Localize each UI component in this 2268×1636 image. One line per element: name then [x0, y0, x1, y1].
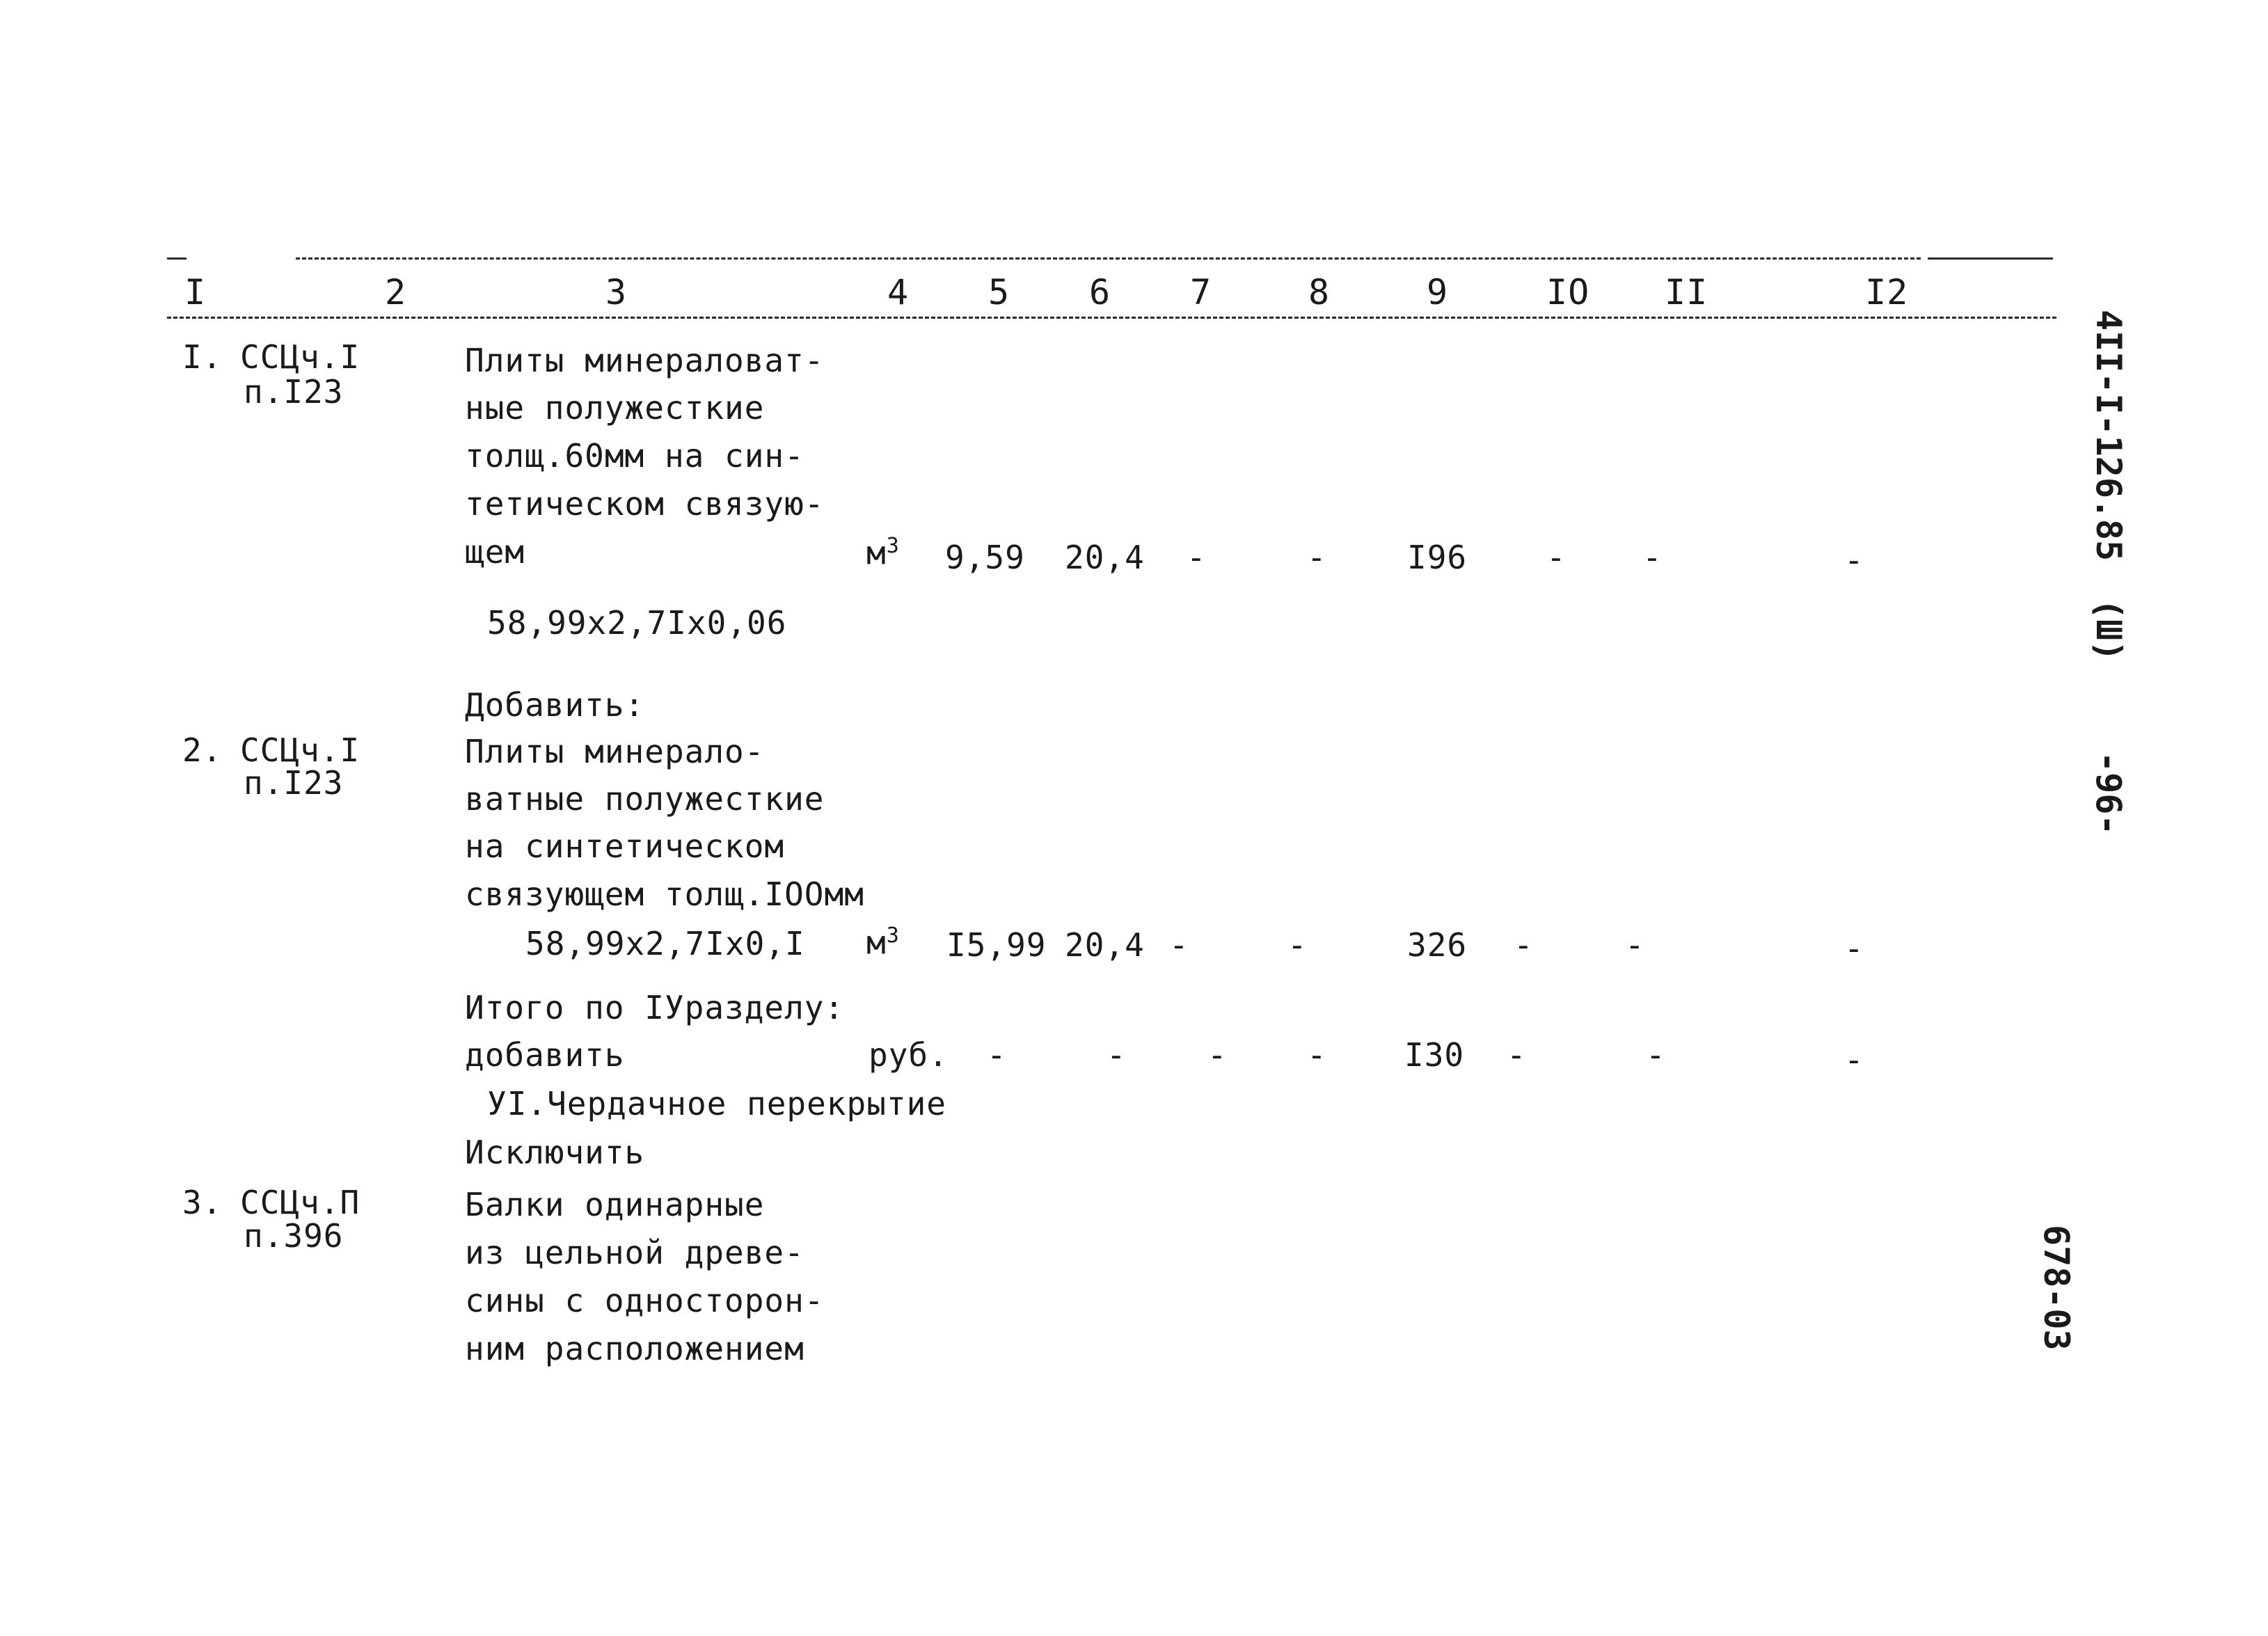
row-description: ним расположением: [465, 1330, 804, 1367]
col12-value: -: [1844, 541, 1864, 579]
row-source: ССЦч.П: [240, 1184, 360, 1221]
col-header-1: I: [184, 272, 207, 312]
total-label: Итого по IУразделу:: [465, 989, 845, 1026]
col11-value: -: [1625, 926, 1645, 964]
header-rule-top-right: [1928, 257, 2053, 260]
row-calculation: 58,99x2,7Ix0,I: [525, 925, 805, 962]
row-source-item: п.I23: [244, 764, 344, 802]
unit-superscript: 3: [886, 534, 900, 558]
section-title: УI.Чердачное перекрытие: [487, 1085, 946, 1122]
header-rule-top-left: [167, 257, 187, 260]
row-description: из цельной древе-: [465, 1234, 804, 1271]
page-number: -96-: [2088, 752, 2129, 836]
col-header-2: 2: [385, 272, 407, 312]
col8-value: -: [1307, 539, 1327, 576]
col-header-5: 5: [988, 272, 1010, 312]
total-unit: руб.: [869, 1036, 949, 1074]
col-header-3: 3: [605, 272, 628, 312]
unit-base: м: [866, 534, 887, 572]
row-description: Балки одинарные: [465, 1186, 765, 1223]
row-number: 3.: [182, 1184, 223, 1221]
col6-value: 20,4: [1065, 539, 1145, 576]
col-header-8: 8: [1308, 272, 1331, 312]
row-number: I.: [182, 338, 223, 376]
col9-value: 326: [1407, 926, 1468, 964]
col8-value: -: [1287, 926, 1308, 964]
header-rule-top: [296, 257, 1921, 260]
col7-value: -: [1207, 1036, 1228, 1074]
row-description: тетическом связую-: [465, 485, 825, 523]
row-source-item: п.I23: [244, 373, 344, 411]
col8-value: -: [1307, 1036, 1327, 1074]
col-header-4: 4: [887, 272, 910, 312]
col9-value: I96: [1407, 539, 1468, 576]
col11-value: -: [1646, 1036, 1666, 1074]
volume-mark: (Ш): [2088, 598, 2129, 662]
col-header-9: 9: [1427, 272, 1449, 312]
col10-value: -: [1514, 926, 1534, 964]
row-description: сины с односторон-: [465, 1282, 825, 1319]
row-description: связующем толщ.IOOмм: [465, 875, 864, 913]
doc-code: 4II-I-126.85: [2088, 310, 2129, 562]
col-header-7: 7: [1190, 272, 1212, 312]
row-unit: [866, 534, 900, 572]
col10-value: -: [1507, 1036, 1527, 1074]
col-header-11: II: [1665, 272, 1708, 312]
row-description: толщ.60мм на син-: [465, 437, 804, 475]
row-source: ССЦч.I: [240, 338, 360, 376]
col12-value: -: [1844, 930, 1864, 967]
row-description: ные полужесткие: [465, 389, 765, 427]
col12-value: -: [1844, 1041, 1864, 1079]
row-description: Плиты минераловат-: [465, 342, 825, 379]
col-header-6: 6: [1089, 272, 1111, 312]
unit-superscript: 3: [886, 923, 900, 948]
header-rule-bottom: [167, 317, 2056, 319]
row-calculation: 58,99x2,7Ix0,06: [487, 604, 787, 642]
col6-value: 20,4: [1065, 926, 1145, 964]
col11-value: -: [1642, 539, 1663, 576]
col5-value: I5,99: [946, 926, 1047, 964]
col-header-10: IO: [1546, 272, 1590, 312]
col5-value: -: [987, 1036, 1007, 1074]
col7-value: -: [1187, 539, 1207, 576]
row-description: Плиты минерало-: [465, 733, 765, 770]
col6-value: -: [1107, 1036, 1127, 1074]
col-header-12: I2: [1865, 272, 1909, 312]
row-unit: [866, 923, 900, 962]
row-source: ССЦч.I: [240, 731, 360, 769]
archive-stamp: 678-03: [2036, 1225, 2077, 1351]
col9-value: I30: [1404, 1036, 1465, 1074]
row-description: на синтетическом: [465, 827, 785, 865]
row-description: ватные полужесткие: [465, 780, 825, 818]
row-number: 2.: [182, 731, 223, 769]
unit-base: м: [866, 923, 887, 962]
row-source-item: п.396: [244, 1217, 344, 1255]
col10-value: -: [1546, 539, 1567, 576]
section-label: Добавить:: [465, 686, 645, 724]
col7-value: -: [1169, 926, 1189, 964]
total-action: добавить: [465, 1036, 625, 1074]
section-action: Исключить: [465, 1134, 645, 1171]
col5-value: 9,59: [945, 539, 1025, 576]
row-description: щем: [465, 533, 525, 571]
